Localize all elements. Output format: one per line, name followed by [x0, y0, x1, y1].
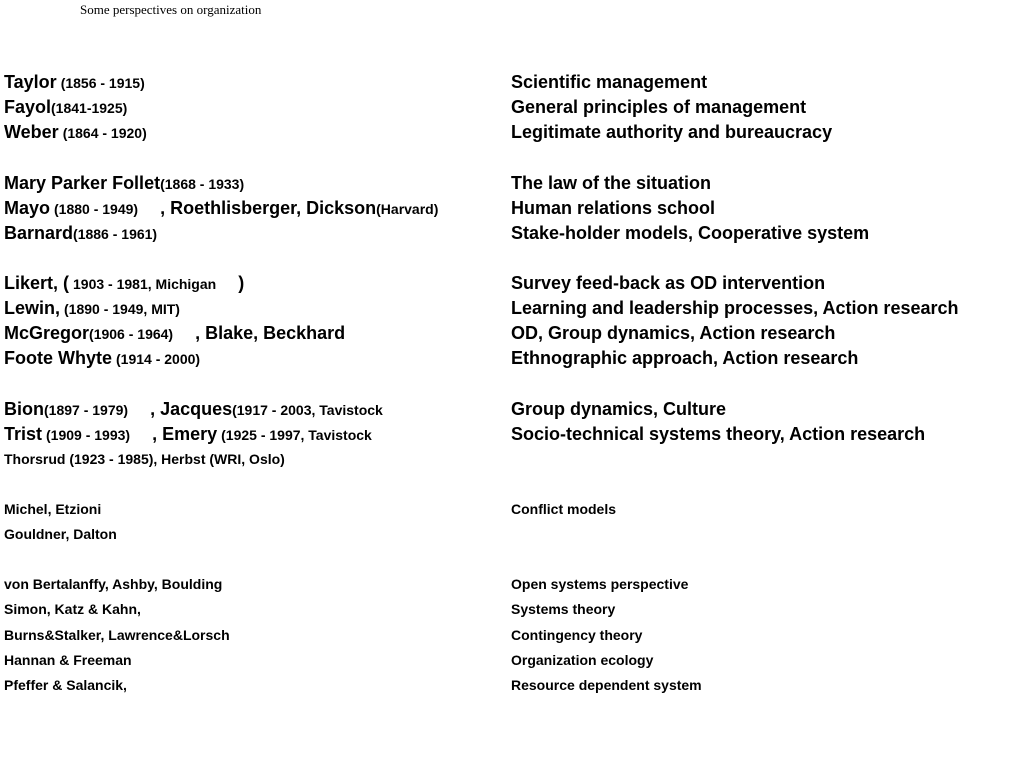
theorist-years: (1914 - 2000): [116, 351, 201, 367]
theorist-years: (1890 - 1949, MIT): [64, 301, 180, 317]
theorist-years: (1886 - 1961): [73, 226, 158, 242]
theorist-follet: [4, 174, 244, 193]
perspective-bion: Group dynamics, Culture: [511, 399, 727, 419]
perspective-conflict: Conflict models: [511, 501, 617, 517]
theorist-extra: ): [238, 273, 245, 293]
theorist-bertalanffy: von Bertalanffy, Ashby, Boulding: [4, 576, 223, 592]
theorist-extra-years: (1917 - 2003, Tavistock: [232, 402, 383, 418]
theorist-extra-note: (Harvard): [376, 201, 439, 217]
theorist-extra: , Blake, Beckhard: [195, 323, 346, 343]
theorist-name: Weber: [4, 122, 59, 142]
theorist-name: Lewin,: [4, 298, 61, 318]
theorist-extra: , Emery: [152, 424, 218, 444]
theorist-burns-stalker: Burns&Stalker, Lawrence&Lorsch: [4, 627, 230, 643]
perspective-follet: The law of the situation: [511, 173, 712, 193]
theorist-mayo: [4, 199, 438, 218]
theorist-michel: Michel, Etzioni: [4, 501, 102, 517]
theorist-name: Bion: [4, 399, 44, 419]
perspective-fayol: General principles of management: [511, 97, 807, 117]
theorist-thorsrud: Thorsrud (1923 - 1985), Herbst (WRI, Oslo): [4, 451, 285, 467]
theorist-mcgregor: [4, 324, 345, 343]
theorist-hannan-freeman: Hannan & Freeman: [4, 652, 132, 668]
theorist-years: (1856 - 1915): [60, 75, 145, 91]
theorist-name: Fayol: [4, 97, 52, 117]
theorist-fayol: [4, 98, 127, 117]
theorist-extra-years: (1925 - 1997, Tavistock: [221, 427, 372, 443]
theorist-pfeffer-salancik: Pfeffer & Salancik,: [4, 677, 127, 693]
perspective-resource-dependence: Resource dependent system: [511, 677, 702, 693]
theorist-barnard: [4, 224, 157, 243]
perspective-taylor: Scientific management: [511, 72, 708, 92]
theorist-name: Mary Parker Follet: [4, 173, 161, 193]
theorist-lewin: [4, 299, 180, 318]
theorist-bion: [4, 400, 383, 419]
theorist-extra: , Roethlisberger, Dickson: [160, 198, 377, 218]
perspective-mayo: Human relations school: [511, 198, 716, 218]
perspective-mcgregor: OD, Group dynamics, Action research: [511, 323, 836, 343]
theorist-years: (1909 - 1993): [46, 427, 131, 443]
theorist-name: Likert, (: [4, 273, 70, 293]
theorist-name: McGregor: [4, 323, 90, 343]
theorist-years: (1897 - 1979): [44, 402, 129, 418]
theorist-extra: , Jacques: [150, 399, 233, 419]
theorist-name: Mayo: [4, 198, 51, 218]
page-title: Some perspectives on organization: [80, 2, 262, 17]
perspective-systems-theory: Systems theory: [511, 601, 616, 617]
theorist-name: Trist: [4, 424, 43, 444]
theorist-simon: Simon, Katz & Kahn,: [4, 601, 141, 617]
perspective-likert: Survey feed-back as OD intervention: [511, 273, 826, 293]
theorist-years: 1903 - 1981, Michigan: [73, 276, 217, 292]
theorist-years: (1864 - 1920): [62, 125, 147, 141]
theorist-name: Foote Whyte: [4, 348, 112, 368]
perspective-weber: Legitimate authority and bureaucracy: [511, 122, 833, 142]
theorist-taylor: [4, 73, 145, 92]
theorist-weber: [4, 123, 147, 142]
theorist-foote-whyte: [4, 349, 200, 368]
perspective-ecology: Organization ecology: [511, 652, 654, 668]
theorist-gouldner: Gouldner, Dalton: [4, 526, 117, 542]
perspective-barnard: Stake-holder models, Cooperative system: [511, 223, 870, 243]
theorist-years: (1841-1925): [51, 100, 128, 116]
theorist-years: (1906 - 1964): [89, 326, 174, 342]
theorist-years: (1868 - 1933): [160, 176, 245, 192]
perspective-foote-whyte: Ethnographic approach, Action research: [511, 348, 859, 368]
theorist-name: Barnard: [4, 223, 74, 243]
theorist-likert: [4, 274, 244, 293]
perspective-open-systems: Open systems perspective: [511, 576, 689, 592]
perspective-contingency: Contingency theory: [511, 627, 643, 643]
theorist-trist: [4, 425, 372, 444]
theorist-years: (1880 - 1949): [54, 201, 139, 217]
perspective-trist: Socio-technical systems theory, Action research: [511, 424, 926, 444]
perspective-lewin: Learning and leadership processes, Action research: [511, 298, 959, 318]
theorist-name: Taylor: [4, 72, 57, 92]
